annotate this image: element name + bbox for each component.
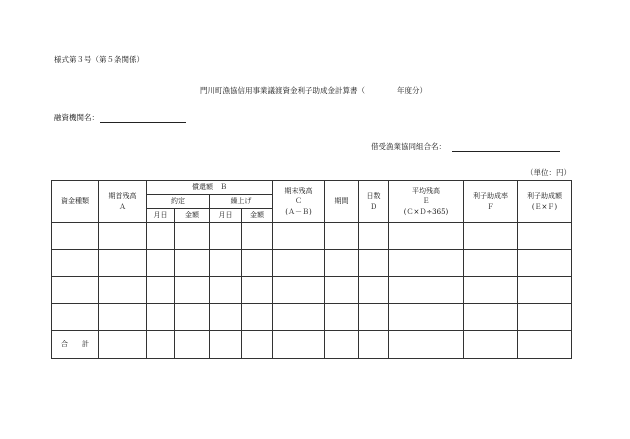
cell[interactable] (147, 277, 175, 304)
cell[interactable] (242, 223, 273, 250)
cell[interactable] (325, 250, 359, 277)
cell[interactable] (359, 331, 389, 359)
interest-amount-formula: (Ｅ×Ｆ) (531, 202, 558, 211)
header-days (359, 181, 389, 223)
interest-subsidy-table (51, 180, 572, 359)
interest-amount-label: 利子助成額 (527, 192, 562, 200)
cell[interactable] (273, 304, 325, 331)
header-scheduled: 約定 (147, 195, 210, 209)
cell[interactable] (147, 331, 175, 359)
cell[interactable] (210, 250, 242, 277)
form-number: 様式第３号（第５条関係） (54, 55, 144, 64)
cell[interactable] (359, 223, 389, 250)
opening-balance-code: Ａ (119, 202, 126, 211)
cell[interactable] (464, 223, 518, 250)
header-period: 期間 (325, 181, 359, 223)
cell[interactable] (147, 223, 175, 250)
closing-balance-formula: (Ａ－Ｂ) (285, 207, 312, 216)
title-year-suffix: 年度分） (397, 86, 427, 95)
cell[interactable] (389, 223, 464, 250)
cell[interactable] (464, 277, 518, 304)
cell[interactable] (99, 331, 147, 359)
cell[interactable] (242, 277, 273, 304)
cell[interactable] (359, 250, 389, 277)
cell[interactable] (464, 304, 518, 331)
cell[interactable] (242, 304, 273, 331)
cell[interactable] (210, 331, 242, 359)
total-row (52, 331, 572, 359)
cell[interactable] (518, 223, 572, 250)
cell[interactable] (389, 277, 464, 304)
header-fund-type: 資金種類 (52, 181, 99, 223)
total-label: 合 計 (52, 331, 99, 359)
cell[interactable] (242, 250, 273, 277)
cell[interactable] (52, 223, 99, 250)
interest-rate-code: Ｆ (487, 202, 494, 211)
cell[interactable] (52, 250, 99, 277)
header-scheduled-amount: 金額 (175, 209, 210, 223)
cell[interactable] (273, 250, 325, 277)
lender-name-line (100, 122, 186, 123)
cell[interactable] (464, 331, 518, 359)
table-row (52, 277, 572, 304)
closing-balance-label: 期末残高 (284, 186, 313, 195)
header-interest-amount (518, 181, 572, 223)
cell[interactable] (210, 277, 242, 304)
cell[interactable] (175, 304, 210, 331)
average-balance-code: Ｅ (422, 197, 430, 206)
cell[interactable] (518, 304, 572, 331)
cell[interactable] (359, 304, 389, 331)
cell[interactable] (175, 223, 210, 250)
unit-note: （単位：円） (526, 168, 571, 177)
table-row (52, 304, 572, 331)
header-interest-rate (464, 181, 518, 223)
cell[interactable] (325, 223, 359, 250)
cell[interactable] (518, 250, 572, 277)
cell[interactable] (175, 250, 210, 277)
closing-balance-code: Ｃ (295, 197, 302, 206)
borrower-name-line (452, 151, 560, 152)
cell[interactable] (273, 331, 325, 359)
days-code: Ｄ (370, 202, 377, 211)
average-balance-label: 平均残高 (412, 186, 440, 195)
cell[interactable] (210, 223, 242, 250)
cell[interactable] (325, 331, 359, 359)
cell[interactable] (52, 304, 99, 331)
header-advance-amount: 金額 (242, 209, 273, 223)
header-closing-balance (273, 181, 325, 223)
opening-balance-label: 期首残高 (108, 192, 137, 200)
table-row (52, 223, 572, 250)
header-advance: 繰上げ (210, 195, 273, 209)
cell[interactable] (518, 277, 572, 304)
cell[interactable] (325, 277, 359, 304)
lender-label: 融資機関名： (54, 113, 99, 122)
cell[interactable] (99, 223, 147, 250)
borrower-label: 借受漁業協同組合名： (371, 142, 446, 151)
cell[interactable] (147, 304, 175, 331)
cell[interactable] (52, 277, 99, 304)
cell[interactable] (175, 331, 210, 359)
cell[interactable] (464, 250, 518, 277)
header-average-balance (389, 181, 464, 223)
cell[interactable] (175, 277, 210, 304)
cell[interactable] (389, 331, 464, 359)
header-scheduled-month-day: 月日 (147, 209, 175, 223)
days-label: 日数 (366, 192, 381, 200)
cell[interactable] (99, 250, 147, 277)
header-advance-month-day: 月日 (210, 209, 242, 223)
cell[interactable] (99, 277, 147, 304)
cell[interactable] (273, 277, 325, 304)
table-row (52, 250, 572, 277)
cell[interactable] (359, 277, 389, 304)
cell[interactable] (273, 223, 325, 250)
cell[interactable] (389, 304, 464, 331)
cell[interactable] (99, 304, 147, 331)
cell[interactable] (518, 331, 572, 359)
header-repayment: 償還額 Ｂ (147, 181, 273, 195)
average-balance-formula: (Ｃ×Ｄ÷365) (403, 207, 449, 216)
title-main: 門川町漁協信用事業議渡資金利子助成金計算書（ (200, 86, 365, 95)
header-opening-balance (99, 181, 147, 223)
cell[interactable] (147, 250, 175, 277)
document-title (200, 87, 427, 95)
cell[interactable] (325, 304, 359, 331)
cell[interactable] (210, 304, 242, 331)
interest-rate-label: 利子助成率 (473, 192, 508, 200)
cell[interactable] (242, 331, 273, 359)
cell[interactable] (389, 250, 464, 277)
